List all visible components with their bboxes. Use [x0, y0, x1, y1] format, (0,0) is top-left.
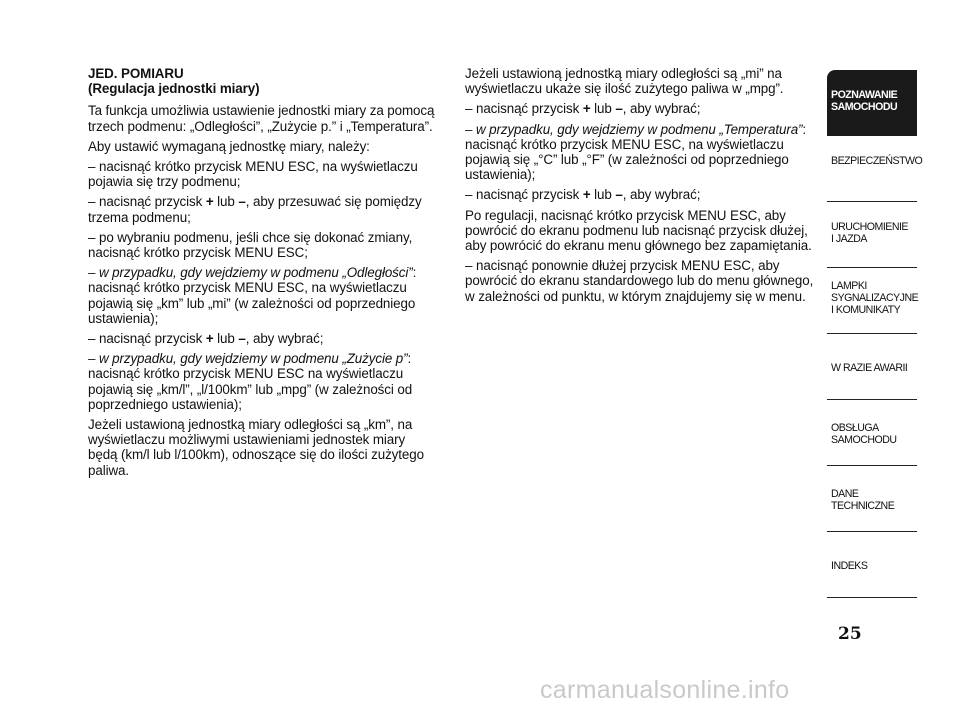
tab-dane-techniczne[interactable] [827, 466, 917, 532]
text: – nacisnąć przycisk [465, 187, 583, 203]
tab-w-razie-awarii[interactable] [827, 334, 917, 400]
text: : nacisnąć krótko przycisk MENU ESC na wyświetlaczu pojawią się „km/l”, „l/100km” lub „mpg” (w zależności od poprzedniego ustawienia); [88, 351, 413, 412]
tab-label: SAMOCHODU [831, 434, 897, 446]
tab-label: I KOMUNIKATY [831, 304, 901, 316]
left-column [88, 66, 438, 483]
text: , aby wybrać; [245, 331, 324, 347]
tab-label: INDEKS [831, 560, 868, 572]
tab-label: SYGNALIZACYJNE [831, 292, 919, 304]
plus-symbol: + [205, 194, 214, 210]
text: lub [213, 331, 239, 347]
paragraph: Jeżeli ustawioną jednostką miary odległości są „km”, na wyświetlaczu możliwymi ustawieniami jednostek miary będą (km/l lub l/100km), odnoszące się do ilości zużytego paliwa. [88, 417, 424, 478]
tab-label: LAMPKI [831, 280, 867, 292]
text: – nacisnąć przycisk [465, 101, 583, 117]
italic-text: – w przypadku, gdy wejdziemy w podmenu „Zużycie p” [88, 351, 408, 367]
text: – nacisnąć przycisk [88, 331, 206, 347]
chapter-index-sidebar [827, 70, 923, 598]
paragraph: Po regulacji, nacisnąć krótko przycisk MENU ESC, aby powrócić do ekranu podmenu lub nacisnąć przycisk dłużej, aby powrócić do ekranu menu głównego bez zapamiętania. [465, 207, 812, 254]
tab-label: I JAZDA [831, 233, 867, 245]
tab-label: TECHNICZNE [831, 500, 895, 512]
tab-label: BEZPIECZEŃSTWO [831, 155, 923, 167]
minus-symbol: – [615, 187, 623, 203]
tab-poznawanie-samochodu[interactable] [827, 70, 917, 136]
plus-symbol: + [205, 331, 214, 347]
text: lub [590, 187, 616, 203]
tab-lampki-sygnalizacyjne[interactable] [827, 268, 917, 334]
tab-label: SAMOCHODU [831, 101, 898, 113]
paragraph: Jeżeli ustawioną jednostką miary odległości są „mi” na wyświetlaczu ukaże się ilość zużytego paliwa w „mpg”. [465, 66, 784, 97]
tab-bezpieczenstwo[interactable] [827, 136, 923, 202]
tab-indeks[interactable] [827, 532, 917, 598]
text: , aby wybrać; [622, 101, 701, 117]
tab-obsluga-samochodu[interactable] [827, 400, 917, 466]
plus-symbol: + [582, 187, 591, 203]
heading-subtitle: (Regulacja jednostki miary) [88, 81, 260, 97]
text: : nacisnąć krótko przycisk MENU ESC, na wyświetlaczu pojawią się „°C” lub „°F” (w zależności od poprzedniego ustawienia); [465, 121, 807, 183]
text: , aby wybrać; [622, 187, 701, 203]
paragraph [465, 122, 817, 183]
tab-label: OBSŁUGA [831, 422, 879, 434]
text: – nacisnąć przycisk [88, 194, 206, 210]
paragraph: Aby ustawić wymaganą jednostkę miary, należy: [88, 138, 370, 154]
paragraph [88, 194, 438, 224]
minus-symbol: – [615, 101, 623, 117]
paragraph [88, 265, 438, 326]
italic-text: – w przypadku, gdy wejdziemy w podmenu „Temperatura” [465, 121, 803, 137]
paragraph [465, 101, 817, 116]
paragraph [465, 187, 817, 202]
section-heading [88, 66, 438, 96]
minus-symbol: – [238, 331, 246, 347]
paragraph: – nacisnąć krótko przycisk MENU ESC, na wyświetlaczu pojawia się trzy podmenu; [88, 159, 418, 190]
text: lub [590, 101, 616, 117]
text: , aby przesuwać się pomiędzy trzema podmenu; [88, 194, 422, 225]
tab-label: POZNAWANIE [831, 89, 898, 101]
tab-label: DANE [831, 488, 859, 500]
paragraph: – nacisnąć ponownie dłużej przycisk MENU ESC, aby powrócić do ekranu standardowego lub do menu głównego, w zależności od punktu, w którym znajdujemy się w menu. [465, 258, 814, 304]
text: : nacisnąć krótko przycisk MENU ESC, na wyświetlaczu pojawią się „km” lub „mi” (w zależności od poprzedniego ustawienia); [88, 265, 417, 326]
tab-uruchomienie-i-jazda[interactable] [827, 202, 917, 268]
tab-label: W RAZIE AWARII [831, 362, 908, 374]
tab-label: URUCHOMIENIE [831, 221, 908, 233]
right-column [465, 66, 817, 309]
heading-title: JED. POMIARU [88, 66, 184, 81]
paragraph: – po wybraniu podmenu, jeśli chce się dokonać zmiany, nacisnąć krótko przycisk MENU ESC; [88, 229, 413, 261]
italic-text: – w przypadku, gdy wejdziemy w podmenu „Odległości” [88, 265, 413, 281]
paragraph: Ta funkcja umożliwia ustawienie jednostki miary za pomocą trzech podmenu: „Odległości”, „Zużycie p.” i „Temperatura”. [88, 103, 435, 134]
page-number: 25 [838, 624, 862, 644]
watermark: carmanualsonline.info [540, 676, 790, 704]
paragraph [88, 351, 438, 412]
text: lub [213, 194, 239, 210]
minus-symbol: – [238, 194, 246, 210]
plus-symbol: + [582, 101, 591, 117]
paragraph [88, 331, 438, 346]
